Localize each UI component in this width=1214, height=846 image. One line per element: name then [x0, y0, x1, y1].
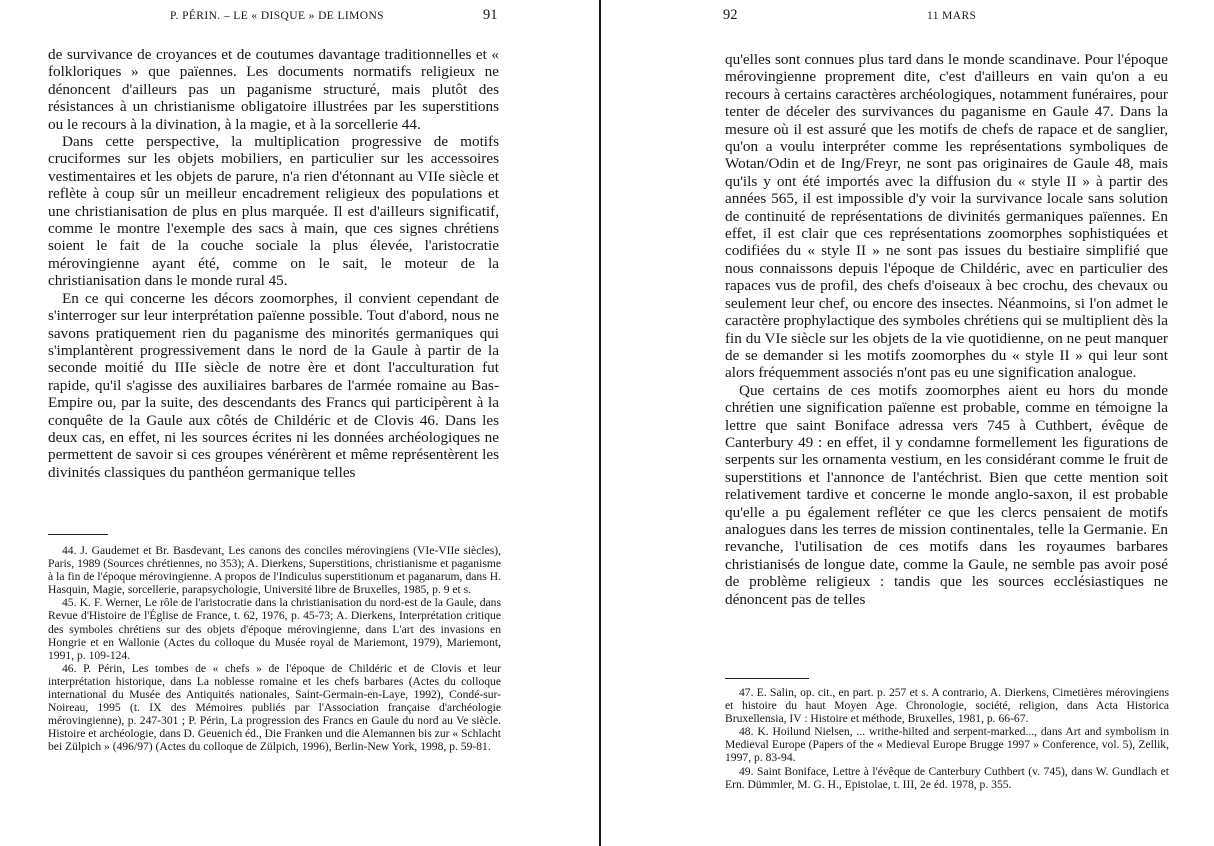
- page-number: 92: [723, 7, 738, 23]
- footnotes: [48, 544, 501, 754]
- paragraph: de survivance de croyances et de coutumes davantage traditionnelles et « folkloriques » que païennes. Les documents normatifs religieux ne dénoncent d'ailleurs pas un paganisme structuré, mais plutôt des résistances à un christianisme obligatoire illustrées par les superstitions ou le recours à la divination, à la magie, et à la sorcellerie 44.: [48, 46, 499, 133]
- footnote: 49. Saint Boniface, Lettre à l'évêque de Canterbury Cuthbert (v. 745), dans W. Gundlach et Ern. Dümmler, M. G. H., Epistolae, t. III, 2e éd. 1978, p. 355.: [725, 764, 1169, 791]
- footnote: 45. K. F. Werner, Le rôle de l'aristocratie dans la christianisation du nord-est de la Gaule, dans Revue d'Histoire de l'Église de France, t. 62, 1976, p. 45-73; A. Dierkens, Interprétation critique des symboles chrétiens sur des objets d'époque mérovingienne, dans L'art des invasions en Hongrie et en Wallonie (Actes du colloque du Musée royal de Mariemont, 1979), Mariemont, 1991, p. 109-124.: [48, 596, 501, 662]
- footnote: 44. J. Gaudemet et Br. Basdevant, Les canons des conciles mérovingiens (VIe-VIIe siècles), Paris, 1989 (Sources chrétiennes, no 353); A. Dierkens, Superstitions, christianisme et paganisme à la fin de l'époque mérovingienne. A propos de l'Indiculus superstitionum et paganarum, dans H. Hasquin, Magie, sorcellerie, parapsychologie, Université libre de Bruxelles, 1985, p. 9 et s.: [48, 544, 501, 597]
- running-title: 11 MARS: [927, 10, 977, 22]
- footnote-separator: [725, 678, 809, 679]
- footnote: 46. P. Périn, Les tombes de « chefs » de l'époque de Childéric et de Clovis et leur interprétation historique, dans La noblesse romaine et les chefs barbares (Actes du colloque international du Musée des Antiquités nationales, Saint-Germain-en-Laye, 1992), Condé-sur-Noireau, 1995 (t. IX des Mémoires publiés par l'Association française d'archéologie mérovingienne), p. 247-301 ; P. Périn, La progression des Francs en Gaule du nord au Ve siècle. Histoire et archéologie, dans D. Geuenich éd., Die Franken und die Alemannen bis zur « Schlacht bei Zülpich » (496/97) (Actes du colloque de Zülpich, 1996), Berlin-New York, 1998, p. 59-81.: [48, 661, 501, 754]
- running-title: P. PÉRIN. – LE « DISQUE » DE LIMONS: [170, 10, 384, 22]
- footnote: 47. E. Salin, op. cit., en part. p. 257 et s. A contrario, A. Dierkens, Cimetières mérovingiens et histoire du haut Moyen Age. Chronologie, société, religion, dans Acta Historica Bruxellensia, IV : Histoire et méthode, Bruxelles, 1981, p. 66-67.: [725, 686, 1169, 726]
- paragraph: Que certains de ces motifs zoomorphes aient eu hors du monde chrétien une signification païenne est probable, comme en témoigne la lettre que saint Boniface adressa vers 745 à Cuthbert, évêque de Canterbury 49 : en effet, il y condamne formellement les figurations de serpents sur les ornamenta vestium, en les considérant comme le fruit de superstitions et l'annonce de l'antéchrist. Bien que cette mention soit relativement tardive et concerne le monde anglo-saxon, il est probable qu'elle a pu également refléter ce que les clercs pensaient de motifs analogues dans les terres de mission continentales, telle la Germanie. En revanche, l'utilisation de ces motifs dans les royaumes barbares christianisés de longue date, comme la Gaule, ne semble pas avoir posé de problème religieux : tandis que les sources ecclésiastiques ne dénoncent pas de telles: [725, 381, 1168, 608]
- paragraph: Dans cette perspective, la multiplication progressive de motifs cruciformes sur les objets mobiliers, en particulier sur les accessoires vestimentaires et les objets de parure, n'a rien d'étonnant au VIIe siècle et reflète à coup sûr un meilleur encadrement religieux des populations et une christianisation de plus en plus marquée. Il est d'ailleurs significatif, comme le montre l'exemple des sacs à main, que ces signes chrétiens soient le fait de la couche sociale la plus élevée, l'aristocratie mérovingienne ayant été, comme on le sait, le moteur de la christianisation dans le monde rural 45.: [48, 133, 499, 290]
- left-page: [0, 0, 600, 846]
- right-page: [601, 0, 1214, 846]
- body-text: [725, 51, 1168, 608]
- paragraph: En ce qui concerne les décors zoomorphes, il convient cependant de s'interroger sur leur interprétation païenne possible. Tout d'abord, nous ne savons pratiquement rien du paganisme des minorités germaniques qui s'implantèrent progressivement dans le nord de la Gaule à partir de la seconde moitié du IIIe siècle de notre ère et dont l'acculturation fut rapide, qu'il s'agisse des auxiliaires barbares de l'armée romaine au Bas-Empire ou, par la suite, des descendants des Francs qui participèrent à la conquête de la Gaule aux côtés de Childéric et de Clovis 46. Dans les deux cas, en effet, ni les sources écrites ni les données archéologiques ne permettent de savoir si ces groupes vénérèrent et même représentèrent les divinités classiques du panthéon germanique telles: [48, 289, 499, 481]
- body-text: [48, 46, 499, 481]
- footnotes: [725, 686, 1169, 791]
- footnote: 48. K. Hoilund Nielsen, ... writhe-hilted and serpent-marked..., dans Art and symbolism in Medieval Europe (Papers of the « Medieval Europe Brugge 1997 » Conference, vol. 5), Zellik, 1997, p. 83-94.: [725, 725, 1169, 765]
- footnote-separator: [48, 534, 108, 535]
- paragraph: qu'elles sont connues plus tard dans le monde scandinave. Pour l'époque mérovingienne proprement dite, c'est d'ailleurs en vain qu'on a eu recours à certains caractères archéologiques, notamment funéraires, pour tenter de déceler des survivances du paganisme en Gaule 47. Dans la mesure où il est assuré que les motifs de chefs de rapace et de sanglier, qu'on a voulu interpréter comme les représentations symboliques de Wotan/Odin et de Ing/Freyr, ne sont pas originaires de Gaule 48, mais qu'ils y ont été importés avec la diffusion du « style II » à partir des années 565, il est impossible d'y voir la survivance locale sans solution de continuité de représentations de divinités germaniques païennes. En effet, il est clair que ces représentations zoomorphes sophistiquées et codifiées du « style II » ne sont pas issues du bestiaire simplifié que nous connaissons depuis l'époque de Childéric, avec en particulier des rapaces vus de profil, des chefs d'oiseaux à bec crochu, des chevaux ou seulement leur chef, ou encore des insectes. Néanmoins, si l'on admet le caractère prophylactique des symboles chrétiens qui se multiplient dès la fin du VIe siècle sur les objets de la vie quotidienne, on ne peut manquer de se demander si les motifs zoomorphes du « style II » qui leur sont alors fréquemment associés n'ont pas eu une signification analogue.: [725, 51, 1168, 382]
- page-number: 91: [483, 7, 498, 23]
